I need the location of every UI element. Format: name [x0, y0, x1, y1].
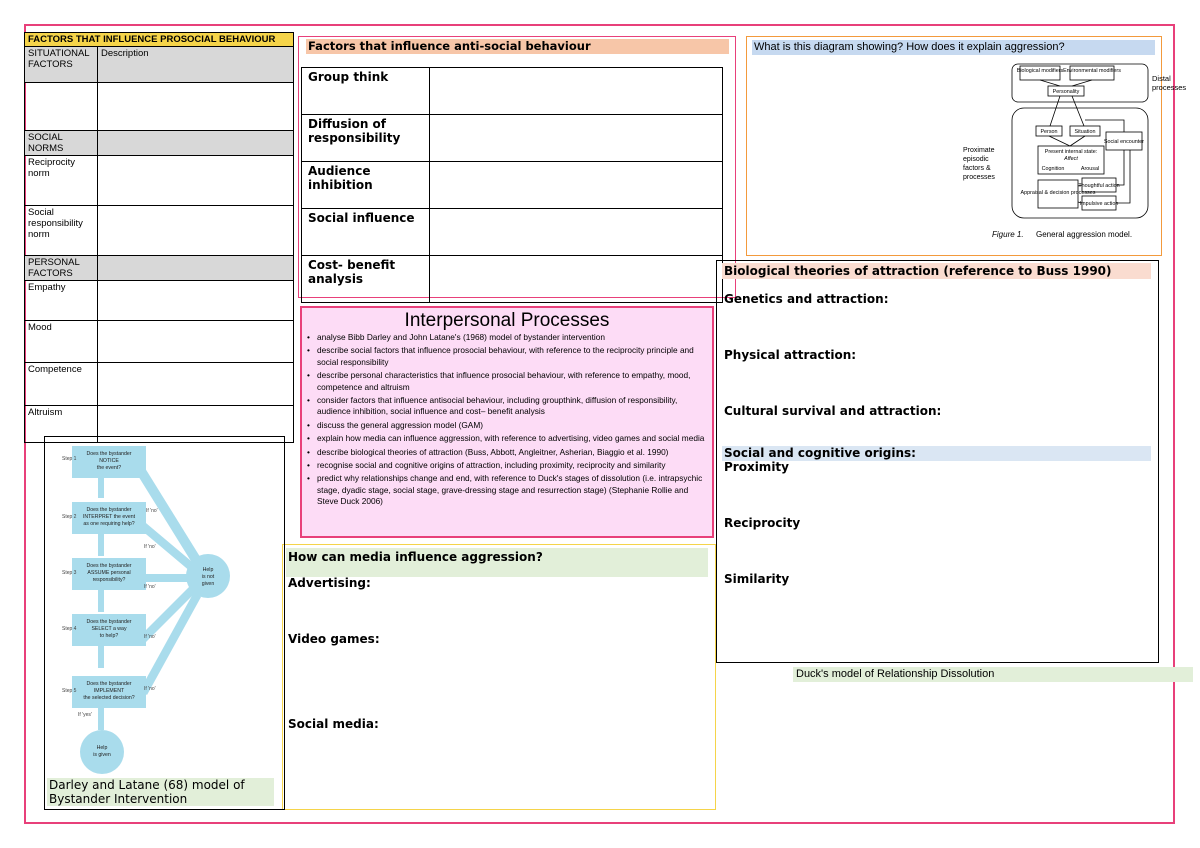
thoughtful-node: Thoughtful action: [1078, 183, 1120, 189]
physical-label: Physical attraction:: [724, 348, 857, 362]
personal-factors-header: PERSONAL FACTORS: [25, 256, 98, 281]
media-title: How can media influence aggression?: [286, 548, 708, 577]
step5-text: the selected decision?: [83, 695, 135, 701]
list-item: • analyse Bibb Darley and John Latane's (1968) model of bystander intervention: [306, 332, 710, 343]
appraisal-node: Appraisal & decision processes: [1020, 190, 1096, 196]
competence-label: Competence: [25, 363, 98, 406]
advertising-label: Advertising:: [288, 576, 371, 590]
cultural-label: Cultural survival and attraction:: [724, 404, 942, 418]
if-no-label: If 'no': [144, 634, 156, 640]
audience-inhibition-label: Audience inhibition: [302, 162, 430, 209]
if-no-label: If 'no': [146, 508, 158, 514]
if-yes-label: If 'yes': [78, 712, 92, 718]
personality-node: Personality: [1052, 89, 1080, 95]
antisocial-table: [301, 67, 723, 303]
empathy-label: Empathy: [25, 281, 98, 321]
env-modifiers: Environmental modifiers: [1063, 68, 1121, 74]
reciprocity-norm-label: Reciprocity norm: [25, 156, 98, 206]
mood-desc-cell[interactable]: [98, 321, 294, 363]
if-no-label: If 'no': [144, 544, 156, 550]
list-item: • explain how media can influence aggression, with reference to advertising, video games and social media: [306, 433, 710, 444]
genetics-label: Genetics and attraction:: [724, 292, 889, 306]
cognition-node: Cognition: [1041, 166, 1065, 172]
step2-text: as one requiring help?: [83, 521, 135, 527]
list-item: • consider factors that influence antisocial behaviour, including groupthink, diffusion of responsibility, audience inhibition, social influence and cost– benefit analysis: [306, 395, 710, 418]
list-item: • predict why relationships change and end, with reference to Duck's stages of dissolution (i.e. intrapsychic stage, dyadic stage, social stage, grave-dressing stage and resurrection stage) (Stephanie Rollie and Steve Duck 2006): [306, 473, 710, 507]
step1-text: Does the bystander: [86, 451, 132, 457]
altruism-label: Altruism: [25, 406, 98, 443]
bystander-diagram: [52, 440, 242, 780]
interpersonal-title: Interpersonal Processes: [404, 310, 610, 331]
list-item: • describe personal characteristics that influence prosocial behaviour, with reference to empathy, mood, competence and altruism: [306, 370, 710, 393]
situation-node: Situation: [1074, 129, 1096, 135]
proximate-label: Proximate episodic factors & processes: [963, 147, 995, 181]
help-not-given-text: Help: [202, 567, 214, 573]
audience-cell[interactable]: [430, 162, 723, 209]
step4-text: to help?: [99, 633, 119, 639]
situational-desc-cell[interactable]: [98, 83, 294, 131]
social-cognitive-label: Social and cognitive origins:: [722, 446, 1151, 461]
step4-text: Does the bystander: [86, 619, 132, 625]
arousal-node: Arousal: [1080, 166, 1100, 172]
diffusion-cell[interactable]: [430, 115, 723, 162]
duck-model-label: Duck's model of Relationship Dissolution: [793, 667, 1193, 682]
step1-text: NOTICE: [99, 458, 119, 464]
empathy-desc-cell[interactable]: [98, 281, 294, 321]
bio-title: Biological theories of attraction (reference to Buss 1990): [722, 263, 1151, 279]
help-not-given-text: given: [201, 581, 215, 587]
impulsive-node: Impulsive action: [1079, 201, 1119, 207]
reciprocity-desc-cell[interactable]: [98, 156, 294, 206]
diffusion-label: Diffusion of responsibility: [302, 115, 430, 162]
social-encounter-node: Social encounter: [1103, 139, 1145, 145]
video-games-label: Video games:: [288, 632, 380, 646]
similarity-label: Similarity: [724, 572, 790, 586]
step2-text: INTERPRET the event: [82, 514, 136, 520]
social-norms-header: SOCIAL NORMS: [25, 131, 98, 156]
list-item: • describe social factors that influence prosocial behaviour, with reference to the reciprocity principle and social responsibility: [306, 345, 710, 368]
prosocial-title: FACTORS THAT INFLUENCE PROSOCIAL BEHAVIOUR: [25, 33, 294, 47]
cost-benefit-cell[interactable]: [430, 256, 723, 303]
if-no-label: If 'no': [144, 686, 156, 692]
antisocial-title: Factors that influence anti-social behaviour: [306, 39, 729, 54]
list-item: • describe biological theories of attraction (Buss, Abbott, Angleitner, Asherian, Biaggio et al. 1990): [306, 447, 710, 458]
social-responsibility-label: Social responsibility norm: [25, 206, 98, 256]
social-resp-desc-cell[interactable]: [98, 206, 294, 256]
if-no-label: If 'no': [144, 584, 156, 590]
list-item: • recognise social and cognitive origins of attraction, including proximity, reciprocity and similarity: [306, 460, 710, 471]
social-media-label: Social media:: [288, 717, 379, 731]
step5-text: Does the bystander: [86, 681, 132, 687]
step3-text: ASSUME personal: [87, 570, 131, 576]
social-influence-label: Social influence: [302, 209, 430, 256]
help-given-text: is given: [93, 752, 111, 758]
social-influence-cell[interactable]: [430, 209, 723, 256]
step-label: Step 4: [62, 626, 77, 632]
help-not-given-text: is not: [201, 574, 215, 580]
mood-label: Mood: [25, 321, 98, 363]
gam-question: What is this diagram showing? How does it explain aggression?: [752, 40, 1155, 55]
figure-caption: General aggression model.: [1036, 230, 1133, 239]
step3-text: Does the bystander: [86, 563, 132, 569]
affect-node: Affect: [1064, 156, 1078, 162]
step-label: Step 2: [62, 514, 77, 520]
distal-label: Distal processes: [1152, 74, 1187, 92]
situational-factors-header: SITUATIONAL FACTORS: [25, 47, 98, 83]
competence-desc-cell[interactable]: [98, 363, 294, 406]
bystander-caption: Darley and Latane (68) model of Bystander Intervention: [47, 778, 274, 806]
step-label: Step 5: [62, 688, 77, 694]
step-label: Step 3: [62, 570, 77, 576]
situational-cell[interactable]: [25, 83, 98, 131]
step1-text: the event?: [96, 465, 122, 471]
person-node: Person: [1040, 129, 1058, 135]
present-state-node: Present internal state:: [1044, 149, 1098, 155]
help-given-text: Help: [96, 745, 108, 751]
step4-text: SELECT a way: [91, 626, 127, 632]
groupthink-cell[interactable]: [430, 68, 723, 115]
list-item: • discuss the general aggression model (GAM): [306, 420, 710, 431]
step-label: Step 1: [62, 456, 77, 462]
proximity-label: Proximity: [724, 460, 789, 474]
cost-benefit-label: Cost- benefit analysis: [302, 256, 430, 303]
step3-text: responsibility?: [92, 577, 126, 583]
groupthink-label: Group think: [302, 68, 430, 115]
reciprocity-label: Reciprocity: [724, 516, 801, 530]
objectives-list: [306, 332, 710, 510]
prosocial-table: [24, 32, 294, 443]
step2-text: Does the bystander: [86, 507, 132, 513]
description-header: Description: [98, 47, 294, 83]
bio-modifiers: Biological modifiers: [1016, 68, 1064, 74]
figure-label: Figure 1.: [992, 230, 1024, 239]
step5-text: IMPLEMENT: [93, 688, 125, 694]
